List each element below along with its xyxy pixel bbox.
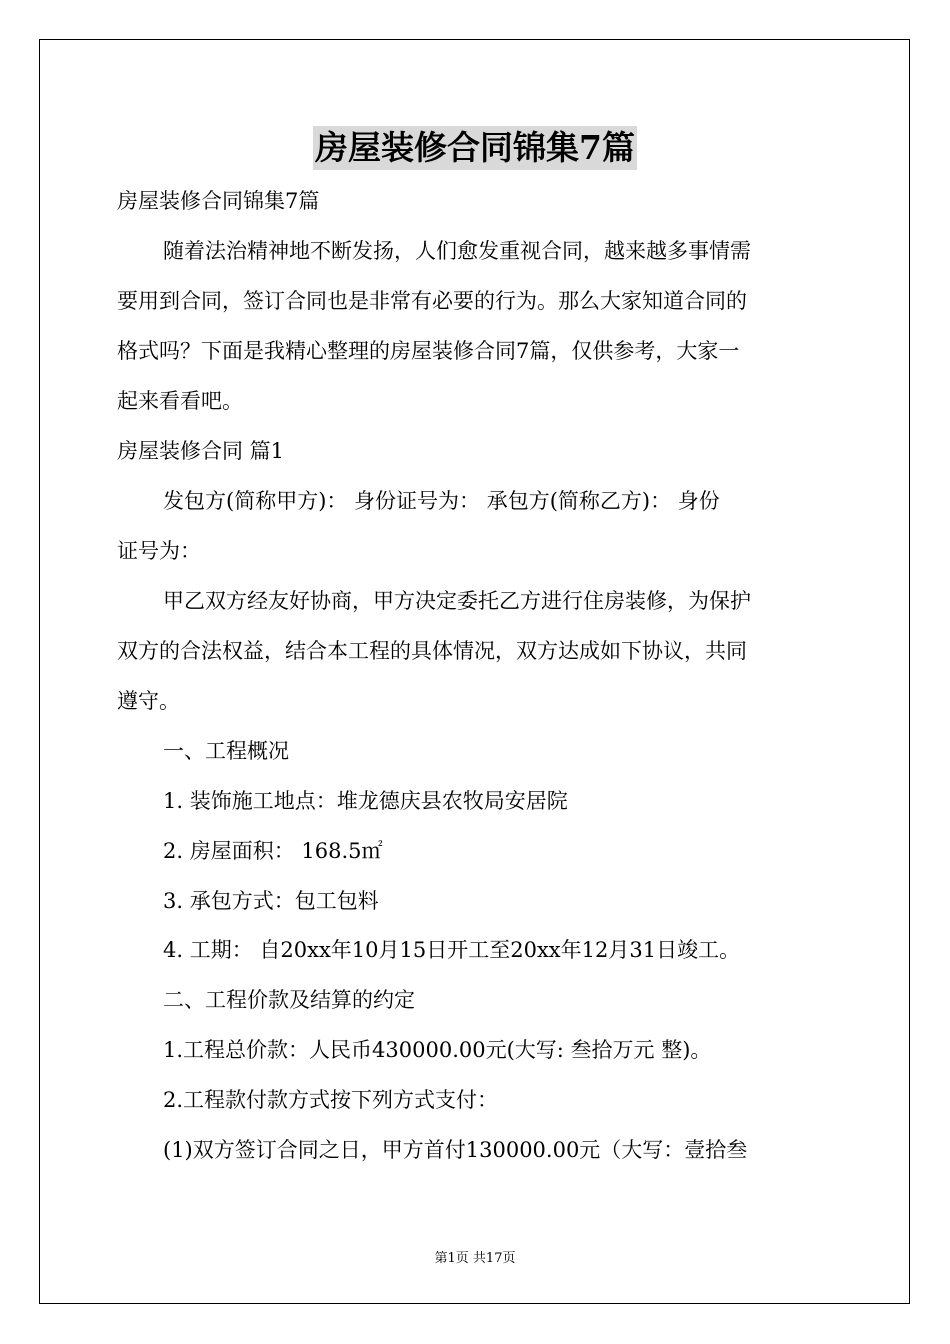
paragraph-line: 遵守。 <box>117 689 180 713</box>
clause-heading: 二、工程价款及结算的约定 <box>163 988 415 1012</box>
page-footer: 第1页 共17页 <box>434 1251 516 1266</box>
clause-item: 3. 承包方式：包工包料 <box>163 889 379 913</box>
clause-item: (1)双方签订合同之日，甲方首付130000.00元（大写：壹拾叁 <box>163 1138 748 1162</box>
paragraph-line: 随着法治精神地不断发扬，人们愈发重视合同，越来越多事情需 <box>163 239 751 263</box>
subtitle-line: 房屋装修合同锦集7篇 <box>117 189 320 213</box>
paragraph-line: 发包方(简称甲方)： 身份证号为： 承包方(简称乙方)： 身份 <box>163 489 720 513</box>
paragraph-line: 格式吗？下面是我精心整理的房屋装修合同7篇，仅供参考，大家一 <box>117 339 740 363</box>
document-title: 房屋装修合同锦集7篇 <box>313 126 637 170</box>
paragraph-line: 证号为： <box>117 539 201 563</box>
section-heading: 房屋装修合同 篇1 <box>117 439 285 463</box>
paragraph-line: 起来看看吧。 <box>117 389 243 413</box>
paragraph-line: 双方的合法权益，结合本工程的具体情况，双方达成如下协议，共同 <box>117 639 747 663</box>
clause-item: 2. 房屋面积： 168.5㎡ <box>163 839 383 863</box>
clause-item: 1. 装饰施工地点：堆龙德庆县农牧局安居院 <box>163 789 568 813</box>
clause-heading: 一、工程概况 <box>163 739 289 763</box>
paragraph-line: 甲乙双方经友好协商，甲方决定委托乙方进行住房装修，为保护 <box>163 589 751 613</box>
clause-item: 4. 工期： 自20xx年10月15日开工至20xx年12月31日竣工。 <box>163 938 741 962</box>
clause-item: 1.工程总价款：人民币430000.00元(大写: 叁拾万元 整)。 <box>163 1038 712 1062</box>
title-container <box>0 126 950 170</box>
paragraph-line: 要用到合同，签订合同也是非常有必要的行为。那么大家知道合同的 <box>117 289 747 313</box>
clause-item: 2.工程款付款方式按下列方式支付： <box>163 1088 499 1112</box>
